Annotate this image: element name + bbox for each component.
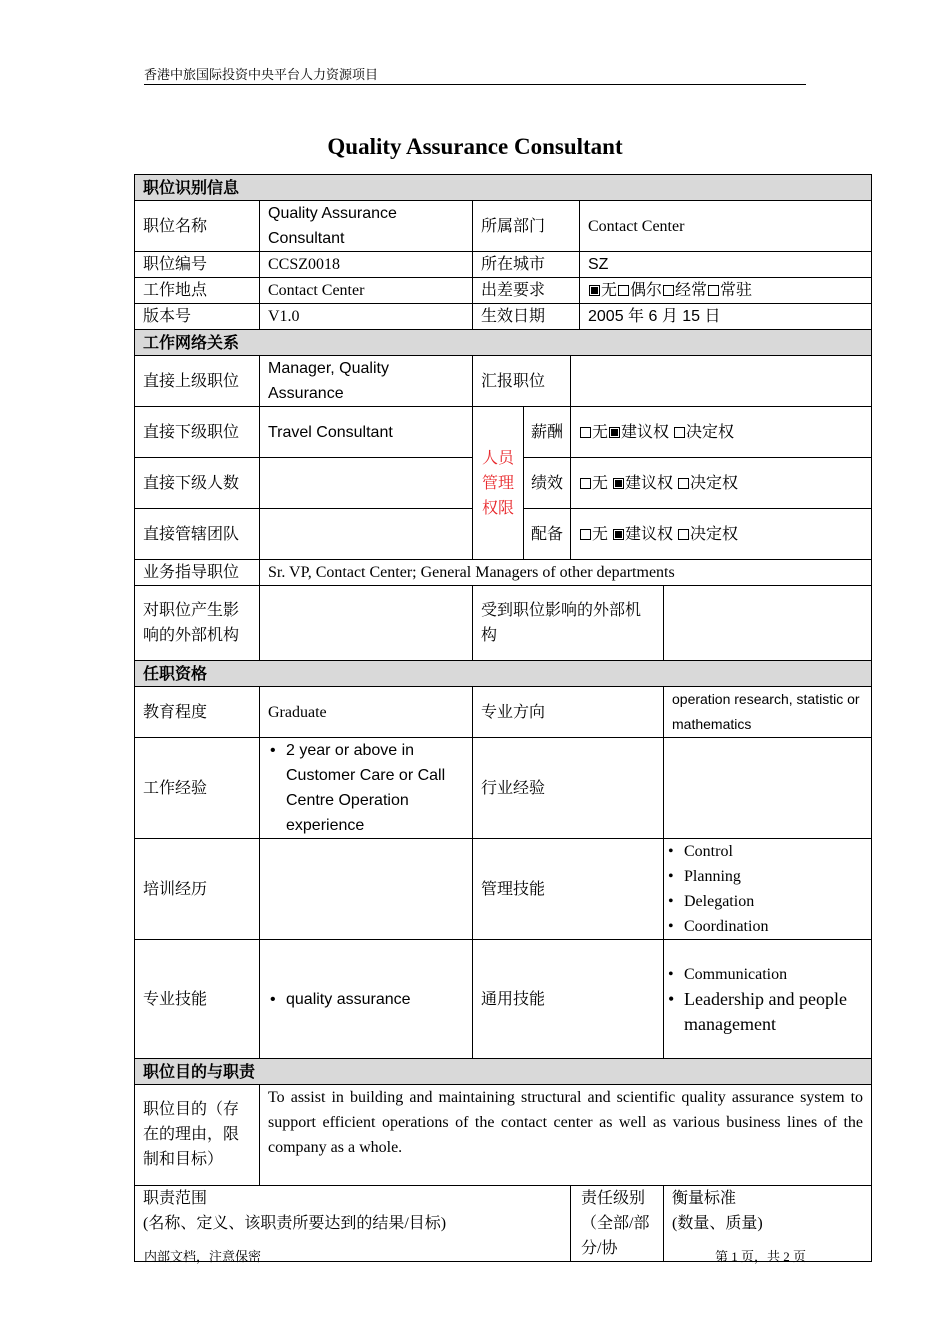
auth-performance-options: 无 建议权 决定权 bbox=[571, 458, 872, 509]
measure-subtitle: (数量、质量) bbox=[672, 1215, 763, 1232]
checkbox-icon[interactable] bbox=[678, 478, 689, 489]
ext-affected-label: 受到职位影响的外部机构 bbox=[473, 586, 664, 661]
section-network: 工作网络关系 bbox=[135, 330, 872, 356]
guidance-label: 业务指导职位 bbox=[135, 560, 260, 586]
purpose-value: To assist in building and maintaining structural and scientific quality assurance system to support efficient operations of the contact center as well as various business lines of the company as a whole. bbox=[260, 1085, 872, 1186]
dept-label: 所属部门 bbox=[473, 201, 580, 252]
subordinate-label: 直接下级职位 bbox=[135, 407, 260, 458]
list-item: • 2 year or above in Customer Care or Call Centre Operation experience bbox=[268, 738, 464, 838]
ext-influence-label: 对职位产生影响的外部机构 bbox=[135, 586, 260, 661]
section-identity: 职位识别信息 bbox=[135, 175, 872, 201]
code-label: 职位编号 bbox=[135, 252, 260, 278]
effective-value: 2005 年 6 月 15 日 bbox=[580, 304, 872, 330]
page-header bbox=[144, 66, 806, 85]
version-label: 版本号 bbox=[135, 304, 260, 330]
report-label: 汇报职位 bbox=[473, 356, 571, 407]
auth-salary-options: 无 建议权 决定权 bbox=[571, 407, 872, 458]
checkbox-checked-icon[interactable] bbox=[613, 529, 624, 540]
authority-label: 人员管理权限 bbox=[473, 407, 524, 560]
list-item: • Delegation bbox=[666, 889, 863, 914]
industry-label: 行业经验 bbox=[473, 738, 664, 839]
location-label: 工作地点 bbox=[135, 278, 260, 304]
industry-value bbox=[664, 738, 872, 839]
prof-label: 专业技能 bbox=[135, 940, 260, 1059]
sub-count-value bbox=[260, 458, 473, 509]
major-value: operation research, statistic or mathematics bbox=[664, 687, 872, 738]
section-purpose: 职位目的与职责 bbox=[135, 1059, 872, 1085]
scope-subtitle: (名称、定义、该职责所要达到的结果/目标) bbox=[143, 1215, 447, 1232]
checkbox-icon[interactable] bbox=[580, 478, 591, 489]
project-name: 香港中旅国际投资中央平台人力资源项目 bbox=[144, 67, 379, 82]
auth-salary-label: 薪酬 bbox=[524, 407, 571, 458]
version-value: V1.0 bbox=[260, 304, 473, 330]
edu-label: 教育程度 bbox=[135, 687, 260, 738]
exp-label: 工作经验 bbox=[135, 738, 260, 839]
exp-value bbox=[260, 738, 473, 839]
name-value: Quality Assurance Consultant bbox=[260, 201, 473, 252]
general-label: 通用技能 bbox=[473, 940, 664, 1059]
measure-label: 衡量标准 bbox=[672, 1190, 737, 1207]
list-item: • Leadership and people management bbox=[666, 987, 863, 1037]
purpose-label: 职位目的（存在的理由，限制和目标） bbox=[135, 1085, 260, 1186]
checkbox-icon[interactable] bbox=[618, 285, 629, 296]
prof-value bbox=[260, 940, 473, 1059]
page-title: Quality Assurance Consultant bbox=[327, 134, 623, 159]
mgmt-label: 管理技能 bbox=[473, 839, 664, 940]
job-description-table bbox=[134, 174, 872, 1262]
city-label: 所在城市 bbox=[473, 252, 580, 278]
effective-label: 生效日期 bbox=[473, 304, 580, 330]
level-label: 责任级别（全部/部分/协 bbox=[571, 1186, 664, 1262]
travel-label: 出差要求 bbox=[473, 278, 580, 304]
subordinate-value: Travel Consultant bbox=[260, 407, 473, 458]
superior-value: Manager, Quality Assurance bbox=[260, 356, 473, 407]
list-item: • quality assurance bbox=[268, 987, 464, 1012]
scope-label: 职责范围 bbox=[143, 1190, 208, 1207]
auth-performance-label: 绩效 bbox=[524, 458, 571, 509]
footer-confidential: 内部文档，注意保密 bbox=[144, 1249, 262, 1264]
checkbox-checked-icon[interactable] bbox=[609, 427, 620, 438]
general-list bbox=[666, 962, 863, 1037]
general-value bbox=[664, 940, 872, 1059]
footer-page-number: 第 1 页，共 2 页 bbox=[714, 1249, 806, 1264]
sub-count-label: 直接下级人数 bbox=[135, 458, 260, 509]
major-label: 专业方向 bbox=[473, 687, 664, 738]
superior-label: 直接上级职位 bbox=[135, 356, 260, 407]
section-qualification: 任职资格 bbox=[135, 661, 872, 687]
dept-value: Contact Center bbox=[580, 201, 872, 252]
travel-options: 无 偶尔 经常 常驻 bbox=[580, 278, 872, 304]
training-value bbox=[260, 839, 473, 940]
list-item: • Communication bbox=[666, 962, 863, 987]
team-label: 直接管辖团队 bbox=[135, 509, 260, 560]
auth-staffing-options: 无 建议权 决定权 bbox=[571, 509, 872, 560]
checkbox-icon[interactable] bbox=[674, 427, 685, 438]
checkbox-icon[interactable] bbox=[708, 285, 719, 296]
code-value: CCSZ0018 bbox=[260, 252, 473, 278]
checkbox-icon[interactable] bbox=[580, 427, 591, 438]
city-value: SZ bbox=[580, 252, 872, 278]
list-item: • Control bbox=[666, 839, 863, 864]
exp-list bbox=[268, 738, 464, 838]
list-item: • Coordination bbox=[666, 914, 863, 939]
name-label: 职位名称 bbox=[135, 201, 260, 252]
auth-staffing-label: 配备 bbox=[524, 509, 571, 560]
training-label: 培训经历 bbox=[135, 839, 260, 940]
prof-list bbox=[268, 987, 464, 1012]
mgmt-value bbox=[664, 839, 872, 940]
checkbox-icon[interactable] bbox=[580, 529, 591, 540]
guidance-value: Sr. VP, Contact Center; General Managers of other departments bbox=[260, 560, 872, 586]
location-value: Contact Center bbox=[260, 278, 473, 304]
ext-affected-value bbox=[664, 586, 872, 661]
edu-value: Graduate bbox=[260, 687, 473, 738]
checkbox-checked-icon[interactable] bbox=[589, 285, 600, 296]
team-value bbox=[260, 509, 473, 560]
report-value bbox=[571, 356, 872, 407]
checkbox-icon[interactable] bbox=[678, 529, 689, 540]
ext-influence-value bbox=[260, 586, 473, 661]
checkbox-icon[interactable] bbox=[663, 285, 674, 296]
checkbox-checked-icon[interactable] bbox=[613, 478, 624, 489]
list-item: • Planning bbox=[666, 864, 863, 889]
mgmt-list bbox=[666, 839, 863, 939]
